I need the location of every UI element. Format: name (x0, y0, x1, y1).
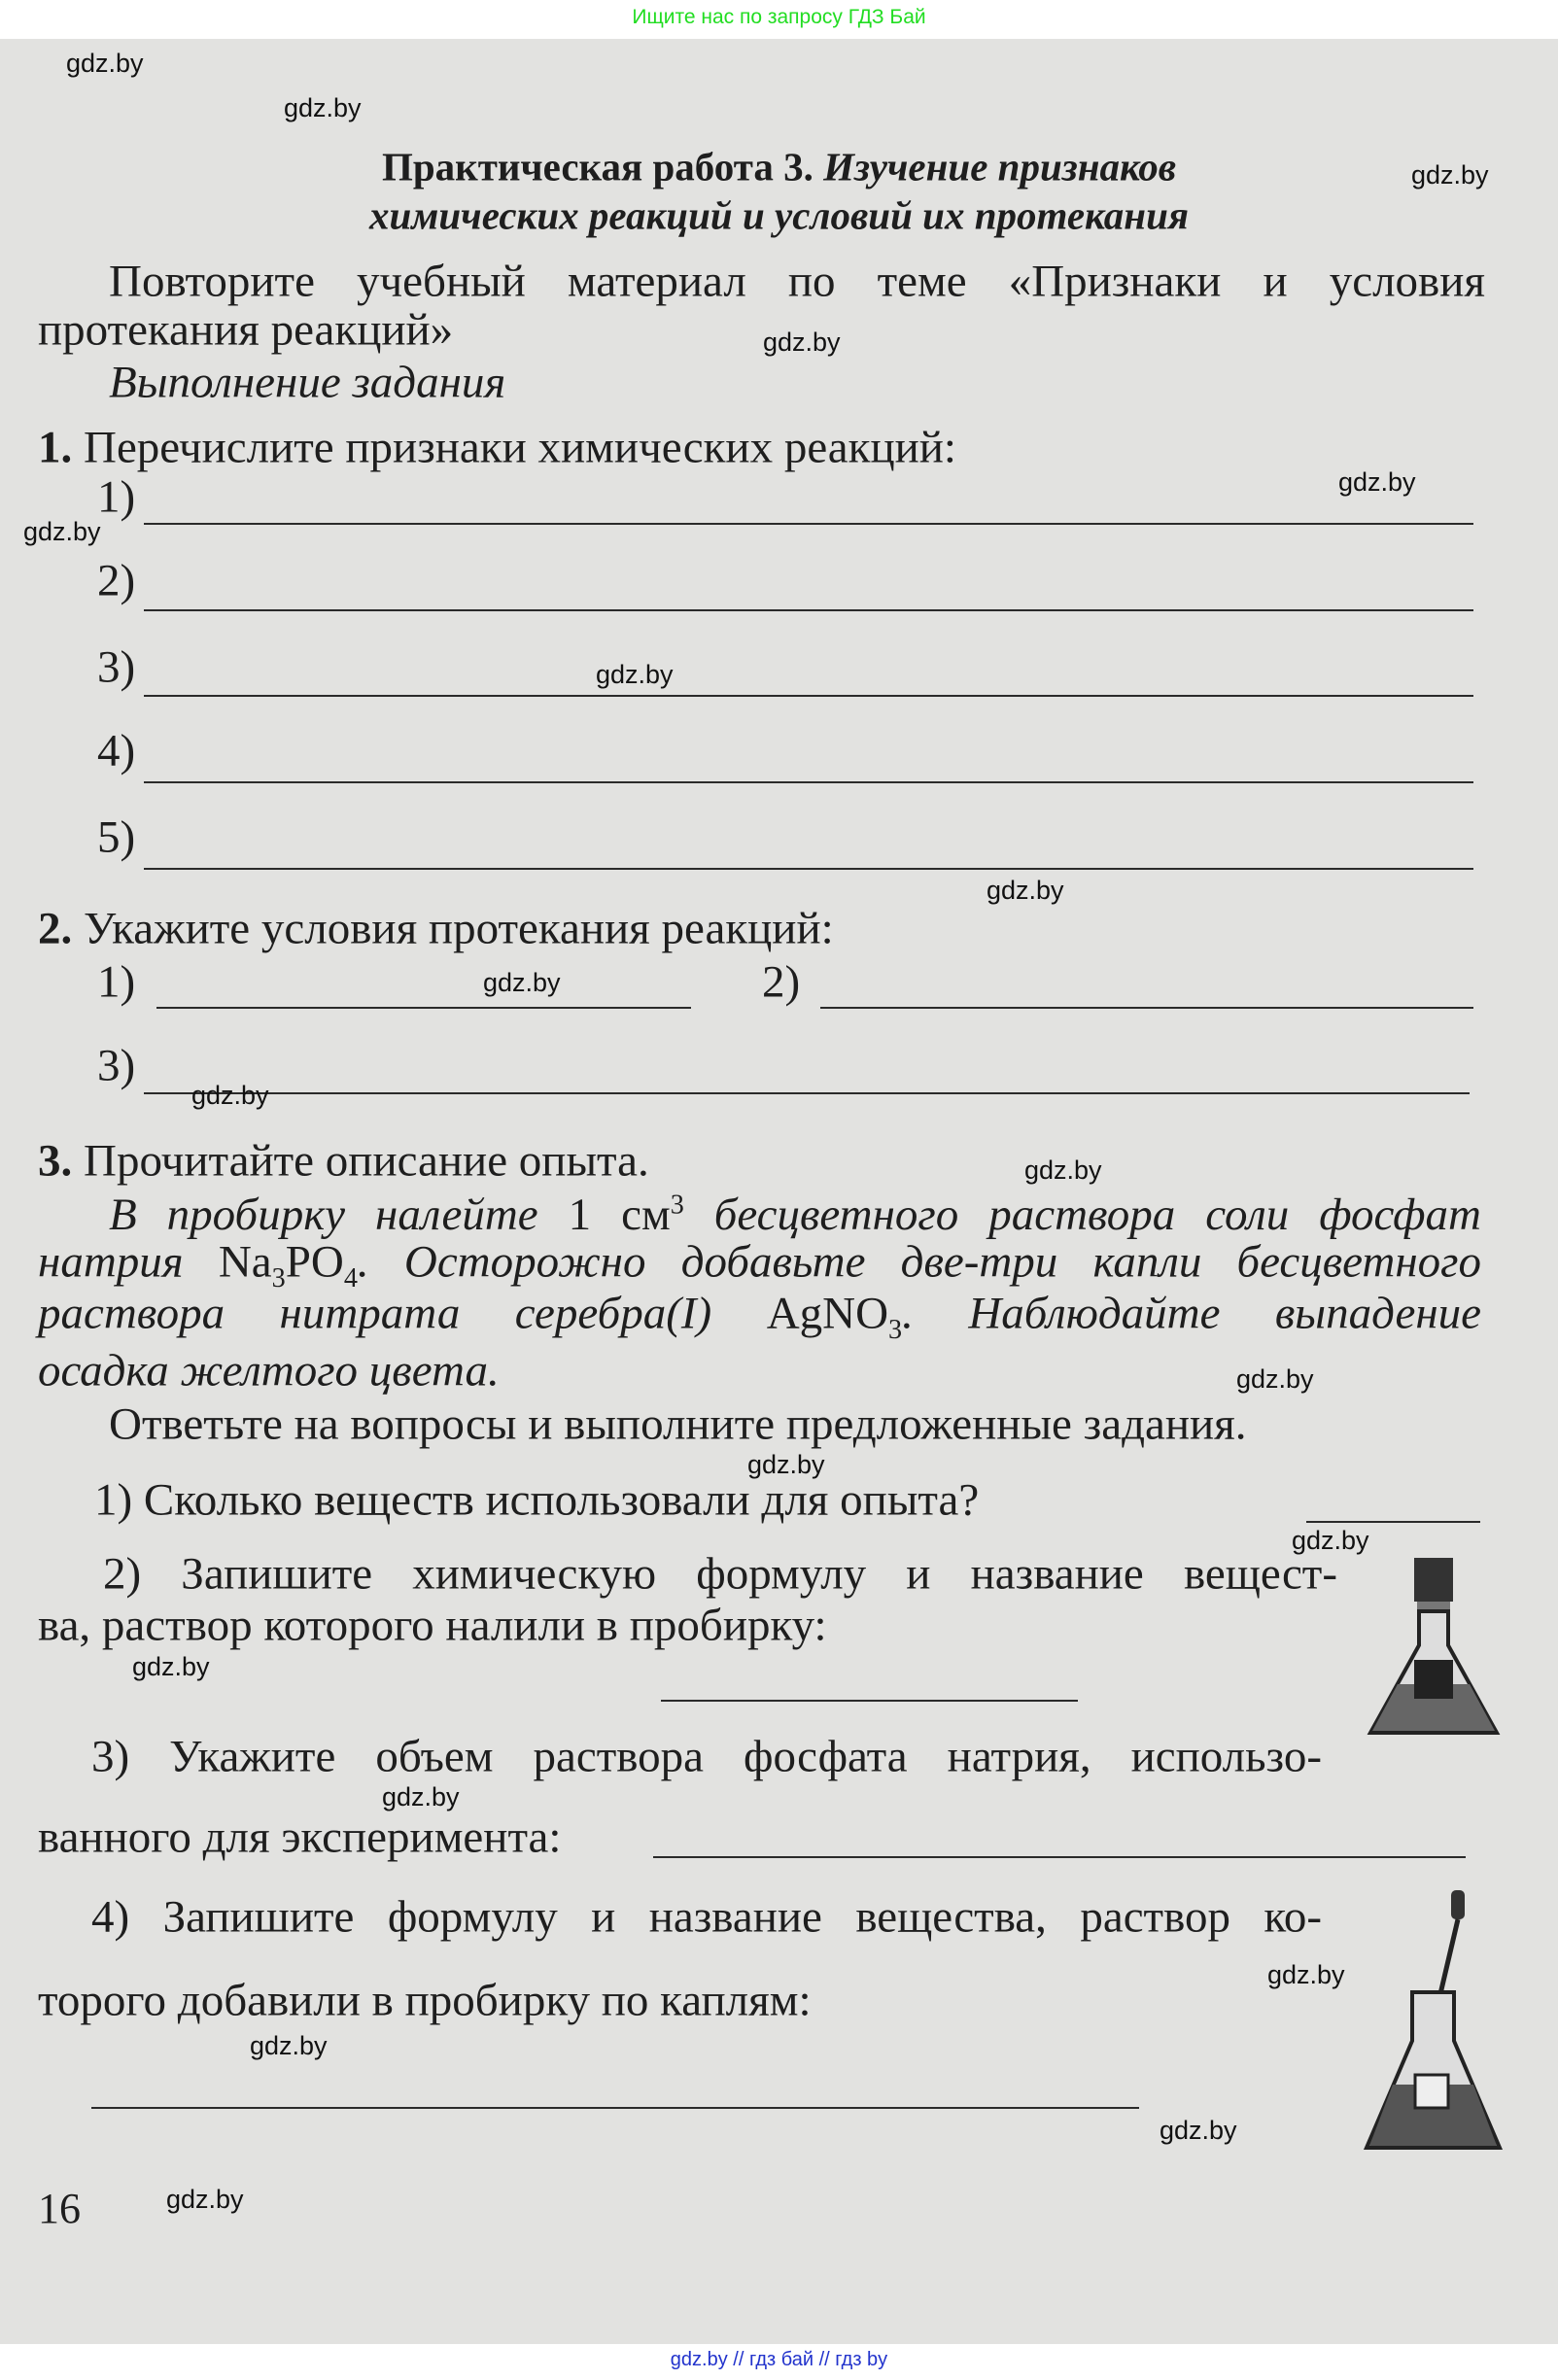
intro-line-1: Повторите учебный материал по теме «Признаки и условия (109, 256, 1485, 307)
subscript: 3 (888, 1315, 903, 1346)
watermark: gdz.by (1338, 467, 1416, 497)
task1-item-label: 3) (97, 641, 136, 693)
intro-line-2: протекания реакций» (38, 304, 454, 356)
watermark: gdz.by (1411, 160, 1489, 190)
watermark: gdz.by (66, 49, 144, 78)
subscript: 4 (343, 1263, 358, 1294)
task1-item-label: 2) (97, 555, 136, 606)
task1-text: Перечислите признаки химических реакций: (84, 422, 956, 473)
title-italic-a: Изучение признаков (823, 144, 1177, 190)
watermark: gdz.by (763, 328, 841, 357)
task1-item-label: 5) (97, 811, 136, 863)
watermark: gdz.by (1024, 1156, 1102, 1185)
answer-line[interactable] (91, 2107, 1139, 2109)
watermark: gdz.by (747, 1450, 825, 1479)
question-1: 1) Сколько веществ использовали для опыта? (94, 1474, 980, 1526)
volume (569, 1190, 684, 1240)
text: натрия (38, 1236, 184, 1288)
footer-links[interactable]: gdz.by // гдз бай // гдз by (670, 2349, 888, 2370)
answer-line[interactable] (144, 609, 1473, 611)
text: . Наблюдайте выпадение (902, 1288, 1482, 1339)
question-2-line-2: ва, раствор которого налили в пробирку: (38, 1600, 827, 1651)
watermark: gdz.by (132, 1652, 210, 1681)
watermark: gdz.by (1267, 1960, 1345, 1989)
superscript: 3 (670, 1190, 684, 1221)
watermark: gdz.by (1160, 2116, 1237, 2145)
experiment-line-1 (109, 1191, 1481, 1238)
task2-item-label: 1) (97, 956, 136, 1008)
answer-line[interactable] (144, 695, 1473, 697)
task1-number: 1. (38, 422, 73, 473)
answer-line[interactable] (156, 1007, 691, 1009)
task2-text: Укажите условия протекания реакций: (84, 903, 834, 954)
page-number: 16 (38, 2185, 81, 2232)
watermark: gdz.by (483, 968, 561, 997)
instructions: Ответьте на вопросы и выполните предложенные задания. (109, 1398, 1247, 1450)
task3-number: 3. (38, 1135, 73, 1187)
title-line-2: химических реакций и условий их протекания (368, 192, 1189, 238)
volume-value: 1 см (568, 1189, 671, 1240)
subscript: 3 (271, 1263, 286, 1294)
question-4-line-1: 4) Запишите формулу и название вещества, раствор ко- (91, 1891, 1322, 1943)
answer-line[interactable] (144, 781, 1473, 783)
task3-text: Прочитайте описание опыта. (84, 1135, 649, 1187)
watermark: gdz.by (284, 93, 362, 122)
formula-na3po4 (218, 1236, 358, 1294)
watermark: gdz.by (596, 660, 674, 689)
watermark: gdz.by (23, 517, 101, 546)
task2-heading (38, 903, 834, 954)
answer-line[interactable] (144, 1092, 1470, 1094)
question-2-line-1: 2) Запишите химическую формулу и название вещест- (103, 1548, 1337, 1600)
text: Na (218, 1236, 272, 1288)
watermark: gdz.by (1236, 1364, 1314, 1394)
flask-icon (1361, 1553, 1506, 1742)
task2-number: 2. (38, 903, 73, 954)
experiment-line-2 (38, 1236, 1482, 1294)
flask-with-dropper-icon (1359, 1885, 1506, 2159)
task1-item-label: 1) (97, 471, 136, 523)
watermark: gdz.by (382, 1782, 460, 1811)
answer-line[interactable] (653, 1856, 1466, 1858)
task1-heading (38, 422, 956, 473)
answer-line[interactable] (144, 868, 1473, 870)
answer-line[interactable] (1306, 1521, 1480, 1523)
task1-item-label: 4) (97, 725, 136, 776)
text: . Осторожно добавьте две-три капли бесцветного (357, 1236, 1482, 1288)
answer-line[interactable] (820, 1007, 1473, 1009)
task3-heading (38, 1135, 649, 1187)
text: бесцветного раствора соли фосфат (713, 1189, 1481, 1240)
watermark: gdz.by (191, 1081, 269, 1110)
answer-line[interactable] (144, 523, 1473, 525)
text: PO (285, 1236, 344, 1288)
title-line-1 (0, 144, 1558, 190)
question-3-line-2: ванного для эксперимента: (38, 1811, 562, 1863)
question-4-line-2: торого добавили в пробирку по каплям: (38, 1975, 812, 2026)
watermark: gdz.by (250, 2031, 328, 2060)
text: AgNO (766, 1288, 889, 1339)
subheading: Выполнение задания (109, 357, 506, 408)
formula-agno3 (766, 1288, 903, 1346)
text: В пробирку налейте (109, 1189, 538, 1240)
watermark: gdz.by (987, 876, 1064, 905)
answer-line[interactable] (661, 1700, 1078, 1702)
watermark: gdz.by (166, 2185, 244, 2214)
experiment-line-3 (38, 1288, 1482, 1346)
title-prefix: Практическая работа 3. (381, 144, 814, 190)
task2-item-label: 2) (762, 956, 801, 1008)
search-banner[interactable]: Ищите нас по запросу ГДЗ Бай (632, 6, 926, 28)
text: раствора нитрата серебра(I) (38, 1288, 712, 1339)
question-3-line-1: 3) Укажите объем раствора фосфата натрия, использо- (91, 1731, 1322, 1782)
experiment-line-4: осадка желтого цвета. (38, 1345, 500, 1397)
task2-item-label: 3) (97, 1040, 136, 1091)
watermark: gdz.by (1292, 1526, 1369, 1555)
